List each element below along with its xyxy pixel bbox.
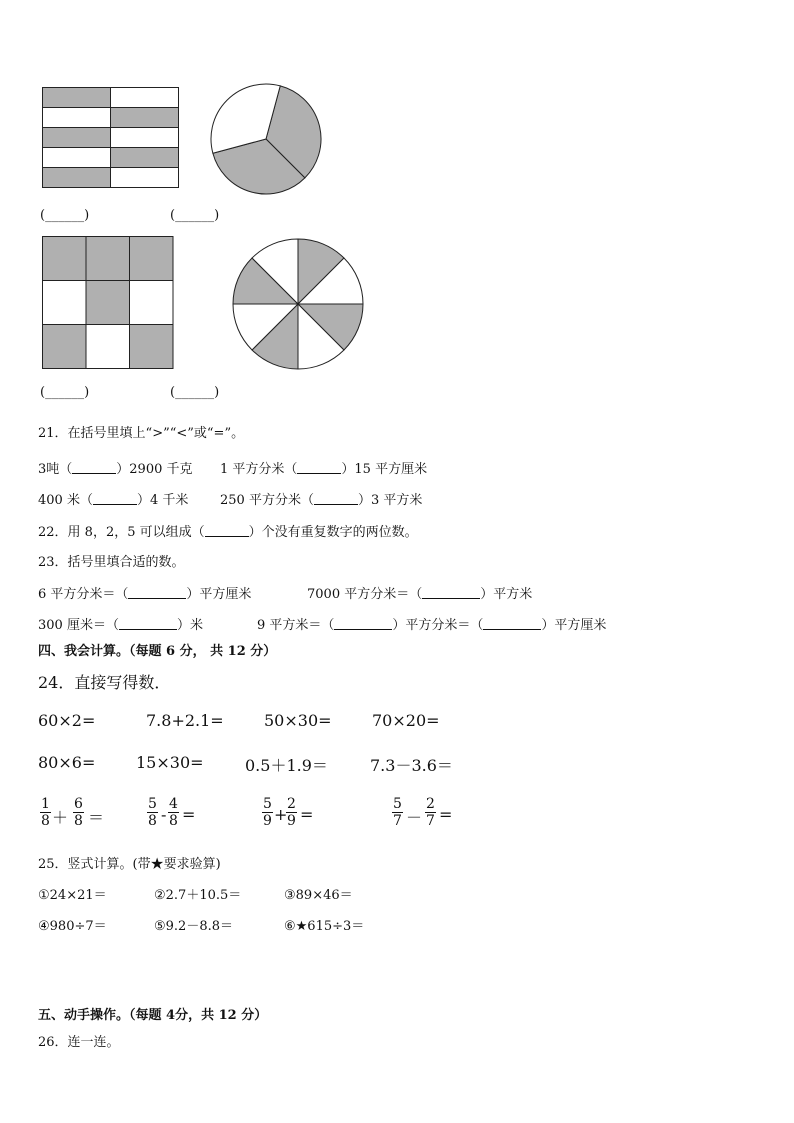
frac-1a-num: 1 [41, 796, 50, 812]
answer-blank-fig2[interactable]: (______) [170, 208, 220, 223]
frac-2-eq: = [182, 805, 196, 824]
q22-left: 22．用 8，2，5 可以组成（ [38, 525, 205, 540]
q24-r1-c3: 50×30= [264, 711, 332, 730]
frac-1-op: ＋ [52, 808, 69, 827]
answer-blank-fig4[interactable]: (______) [170, 385, 220, 400]
q25-item-4: ④980÷7＝ [38, 919, 107, 934]
fig3-cell [130, 237, 174, 281]
q24-r2-c1: 80×6= [38, 753, 96, 772]
frac-2b-num: 4 [169, 796, 178, 812]
q25-item-1: ①24×21＝ [38, 888, 107, 903]
frac-4a [392, 796, 403, 829]
q24-title: 24．直接写得数． [38, 673, 171, 692]
q23-b-right: ）平方米 [480, 587, 533, 602]
q23-d-right: ）平方厘米 [541, 618, 607, 633]
fig1-cell [43, 108, 111, 128]
section5-title: 五、动手操作。（每题 4分，共 12 分） [38, 1008, 268, 1023]
q21-row1-b-right: ）15 平方厘米 [341, 462, 428, 477]
q23-a-blank[interactable] [128, 586, 186, 599]
q24-r2-c3: 0.5＋1.9＝ [245, 756, 328, 775]
q21-row1-a [38, 458, 193, 477]
q23-c-left: 300 厘米＝（ [38, 618, 119, 633]
figure-pie-thirds [208, 82, 324, 198]
frac-2b [168, 796, 179, 829]
q25-item-6: ⑥★615÷3＝ [284, 919, 365, 934]
fig3-cell [130, 325, 174, 369]
frac-1b-num: 6 [74, 796, 83, 812]
q23-b [307, 583, 532, 602]
answer-blank-fig1[interactable]: (______) [40, 208, 90, 223]
q23-d-blank2[interactable] [483, 617, 541, 630]
q23-title: 23．括号里填合适的数。 [38, 555, 185, 570]
frac-2a-num: 5 [148, 796, 157, 812]
frac-4-eq: = [439, 805, 453, 824]
frac-4-op: － [406, 808, 423, 827]
frac-4a-num: 5 [393, 796, 402, 812]
fig1-cell [111, 148, 179, 168]
q21-row1-b-left: 1 平方分米（ [220, 462, 298, 477]
q25-item-2: ②2.7＋10.5＝ [154, 888, 242, 903]
frac-4b-num: 2 [426, 796, 435, 812]
fig1-cell [43, 168, 111, 188]
fig1-cell [43, 88, 111, 108]
figure-rect-grid [41, 86, 181, 190]
q23-c-right: ）米 [176, 618, 203, 633]
fig3-cell [43, 281, 87, 325]
fig1-cell [111, 128, 179, 148]
q21-row1-b [220, 458, 427, 477]
q23-c [38, 614, 203, 633]
frac-4b [425, 796, 436, 829]
q24-r2-c2: 15×30= [136, 753, 204, 772]
fig3-cell [86, 237, 130, 281]
q21-row2-a-blank[interactable] [93, 492, 137, 505]
q21-row1-b-blank[interactable] [297, 461, 341, 474]
q23-d-mid: ）平方分米＝（ [392, 618, 484, 633]
fig3-cell [130, 281, 174, 325]
q21-row1-a-left: 3吨（ [38, 462, 73, 477]
frac-3b [286, 796, 297, 829]
q23-d [257, 614, 606, 633]
q23-a-left: 6 平方分米＝（ [38, 587, 129, 602]
frac-1b [73, 796, 84, 829]
q21-row2-b-right: ）3 平方米 [357, 493, 423, 508]
frac-3a-den: 9 [263, 813, 272, 829]
fig1-cell [43, 128, 111, 148]
q23-a [38, 583, 251, 602]
frac-3b-num: 2 [287, 796, 296, 812]
frac-1b-den: 8 [74, 813, 83, 829]
q25-item-3: ③89×46＝ [284, 888, 353, 903]
q22-right: ）个没有重复数字的两位数。 [248, 525, 418, 540]
q21-row2-a-right: ）4 千米 [136, 493, 189, 508]
frac-3a-num: 5 [263, 796, 272, 812]
frac-4b-den: 7 [426, 813, 435, 829]
frac-3-op: + [274, 805, 288, 824]
frac-2a [147, 796, 158, 829]
fig1-cell [111, 168, 179, 188]
frac-1a-den: 8 [41, 813, 50, 829]
frac-3-eq: = [300, 805, 314, 824]
q22-blank[interactable] [205, 524, 249, 537]
q21-row2-a-left: 400 米（ [38, 493, 93, 508]
fig3-cell [43, 237, 87, 281]
fig3-cell [86, 281, 130, 325]
frac-3a [262, 796, 273, 829]
q21-row1-a-blank[interactable] [72, 461, 116, 474]
section4-title: 四、我会计算。（每题 6 分， 共 12 分） [38, 644, 277, 659]
q21-row2-b-left: 250 平方分米（ [220, 493, 314, 508]
fig1-cell [111, 108, 179, 128]
fig1-cell [43, 148, 111, 168]
fig3-cell [43, 325, 87, 369]
q25-title: 25．竖式计算。(带★要求验算) [38, 857, 221, 872]
q24-r2-c4: 7.3－3.6＝ [370, 756, 453, 775]
q25-item-5: ⑤9.2－8.8＝ [154, 919, 234, 934]
answer-blank-fig3[interactable]: (______) [40, 385, 90, 400]
q21-row1-a-right: ）2900 千克 [116, 462, 193, 477]
fig3-cell [86, 325, 130, 369]
q23-c-blank[interactable] [119, 617, 177, 630]
frac-4a-den: 7 [393, 813, 402, 829]
q24-r1-c1: 60×2= [38, 711, 96, 730]
q23-b-blank[interactable] [422, 586, 480, 599]
figure-pie-eighths [230, 236, 366, 372]
q22 [38, 521, 418, 540]
q21-title: 21．在括号里填上“>”“<”或“=”。 [38, 426, 245, 441]
frac-1-eq: ＝ [88, 808, 105, 827]
frac-3b-den: 9 [287, 813, 296, 829]
figure-square-grid [41, 235, 175, 370]
q23-b-left: 7000 平方分米＝（ [307, 587, 423, 602]
frac-2-op: - [161, 805, 167, 824]
q24-r1-c2: 7.8+2.1= [146, 711, 224, 730]
fig1-cell [111, 88, 179, 108]
q23-d-blank1[interactable] [334, 617, 392, 630]
q26-title: 26．连一连。 [38, 1035, 120, 1050]
frac-1a [40, 796, 51, 829]
q23-d-left: 9 平方米＝（ [257, 618, 335, 633]
q21-row2-b [220, 489, 422, 508]
q23-a-right: ）平方厘米 [186, 587, 252, 602]
q21-row2-b-blank[interactable] [314, 492, 358, 505]
frac-2a-den: 8 [148, 813, 157, 829]
frac-2b-den: 8 [169, 813, 178, 829]
q21-row2-a [38, 489, 188, 508]
q24-r1-c4: 70×20= [372, 711, 440, 730]
